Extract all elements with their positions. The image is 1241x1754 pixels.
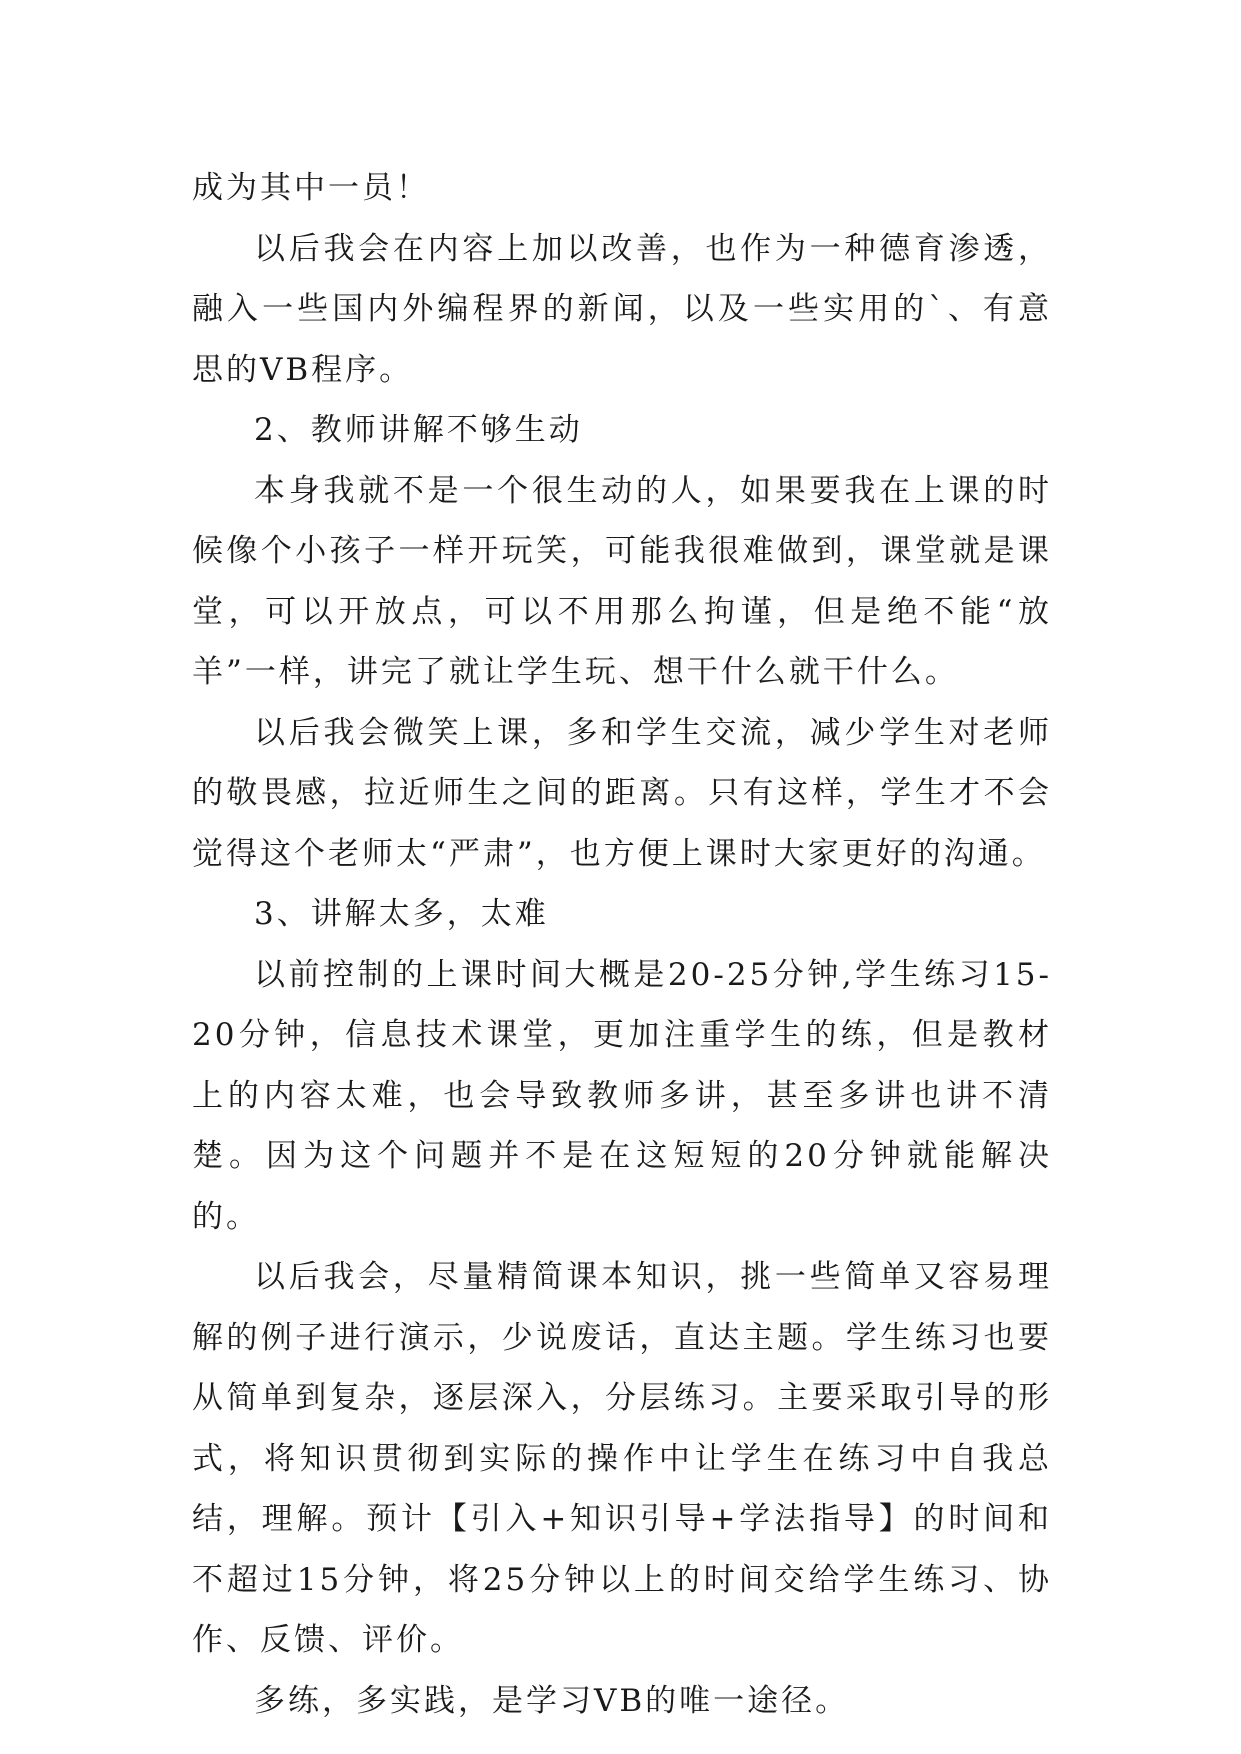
paragraph: 以后我会，尽量精简课本知识，挑一些简单又容易理解的例子进行演示，少说废话，直达主题。学生练习也要从简单到复杂，逐层深入，分层练习。主要采取引导的形式，将知识贯彻到实际的操作中让学生在练习中自我总结，理解。预计【引入+知识引导+学法指导】的时间和不超过15分钟，将25分钟以上的时间交给学生练习、协作、反馈、评价。 <box>192 1259 1052 1658</box>
paragraph: 成为其中一员！ <box>192 170 430 206</box>
paragraph: 以前控制的上课时间大概是20-25分钟,学生练习15-20分钟，信息技术课堂，更加注重学生的练，但是教材上的内容太难，也会导致教师多讲，甚至多讲也讲不清楚。因为这个问题并不是在这短短的20分钟就能解决的。 <box>192 956 1052 1235</box>
paragraph: 以后我会在内容上加以改善，也作为一种德育渗透，融入一些国内外编程界的新闻，以及一些实用的`、有意思的VB程序。 <box>192 230 1052 388</box>
paragraph: 以后我会微笑上课，多和学生交流，减少学生对老师的敬畏感，拉近师生之间的距离。只有这样，学生才不会觉得这个老师太“严肃”，也方便上课时大家更好的沟通。 <box>192 714 1052 872</box>
section-heading: 2、教师讲解不够生动 <box>254 412 583 448</box>
paragraph: 多练，多实践，是学习VB的唯一途径。 <box>254 1682 850 1719</box>
section-heading: 3、讲解太多，太难 <box>254 896 549 932</box>
document-body <box>192 158 1052 1731</box>
paragraph: 本身我就不是一个很生动的人，如果要我在上课的时候像个小孩子一样开玩笑，可能我很难做到，课堂就是课堂，可以开放点，可以不用那么拘谨，但是绝不能“放羊”一样，讲完了就让学生玩、想干什么就干什么。 <box>192 472 1052 690</box>
